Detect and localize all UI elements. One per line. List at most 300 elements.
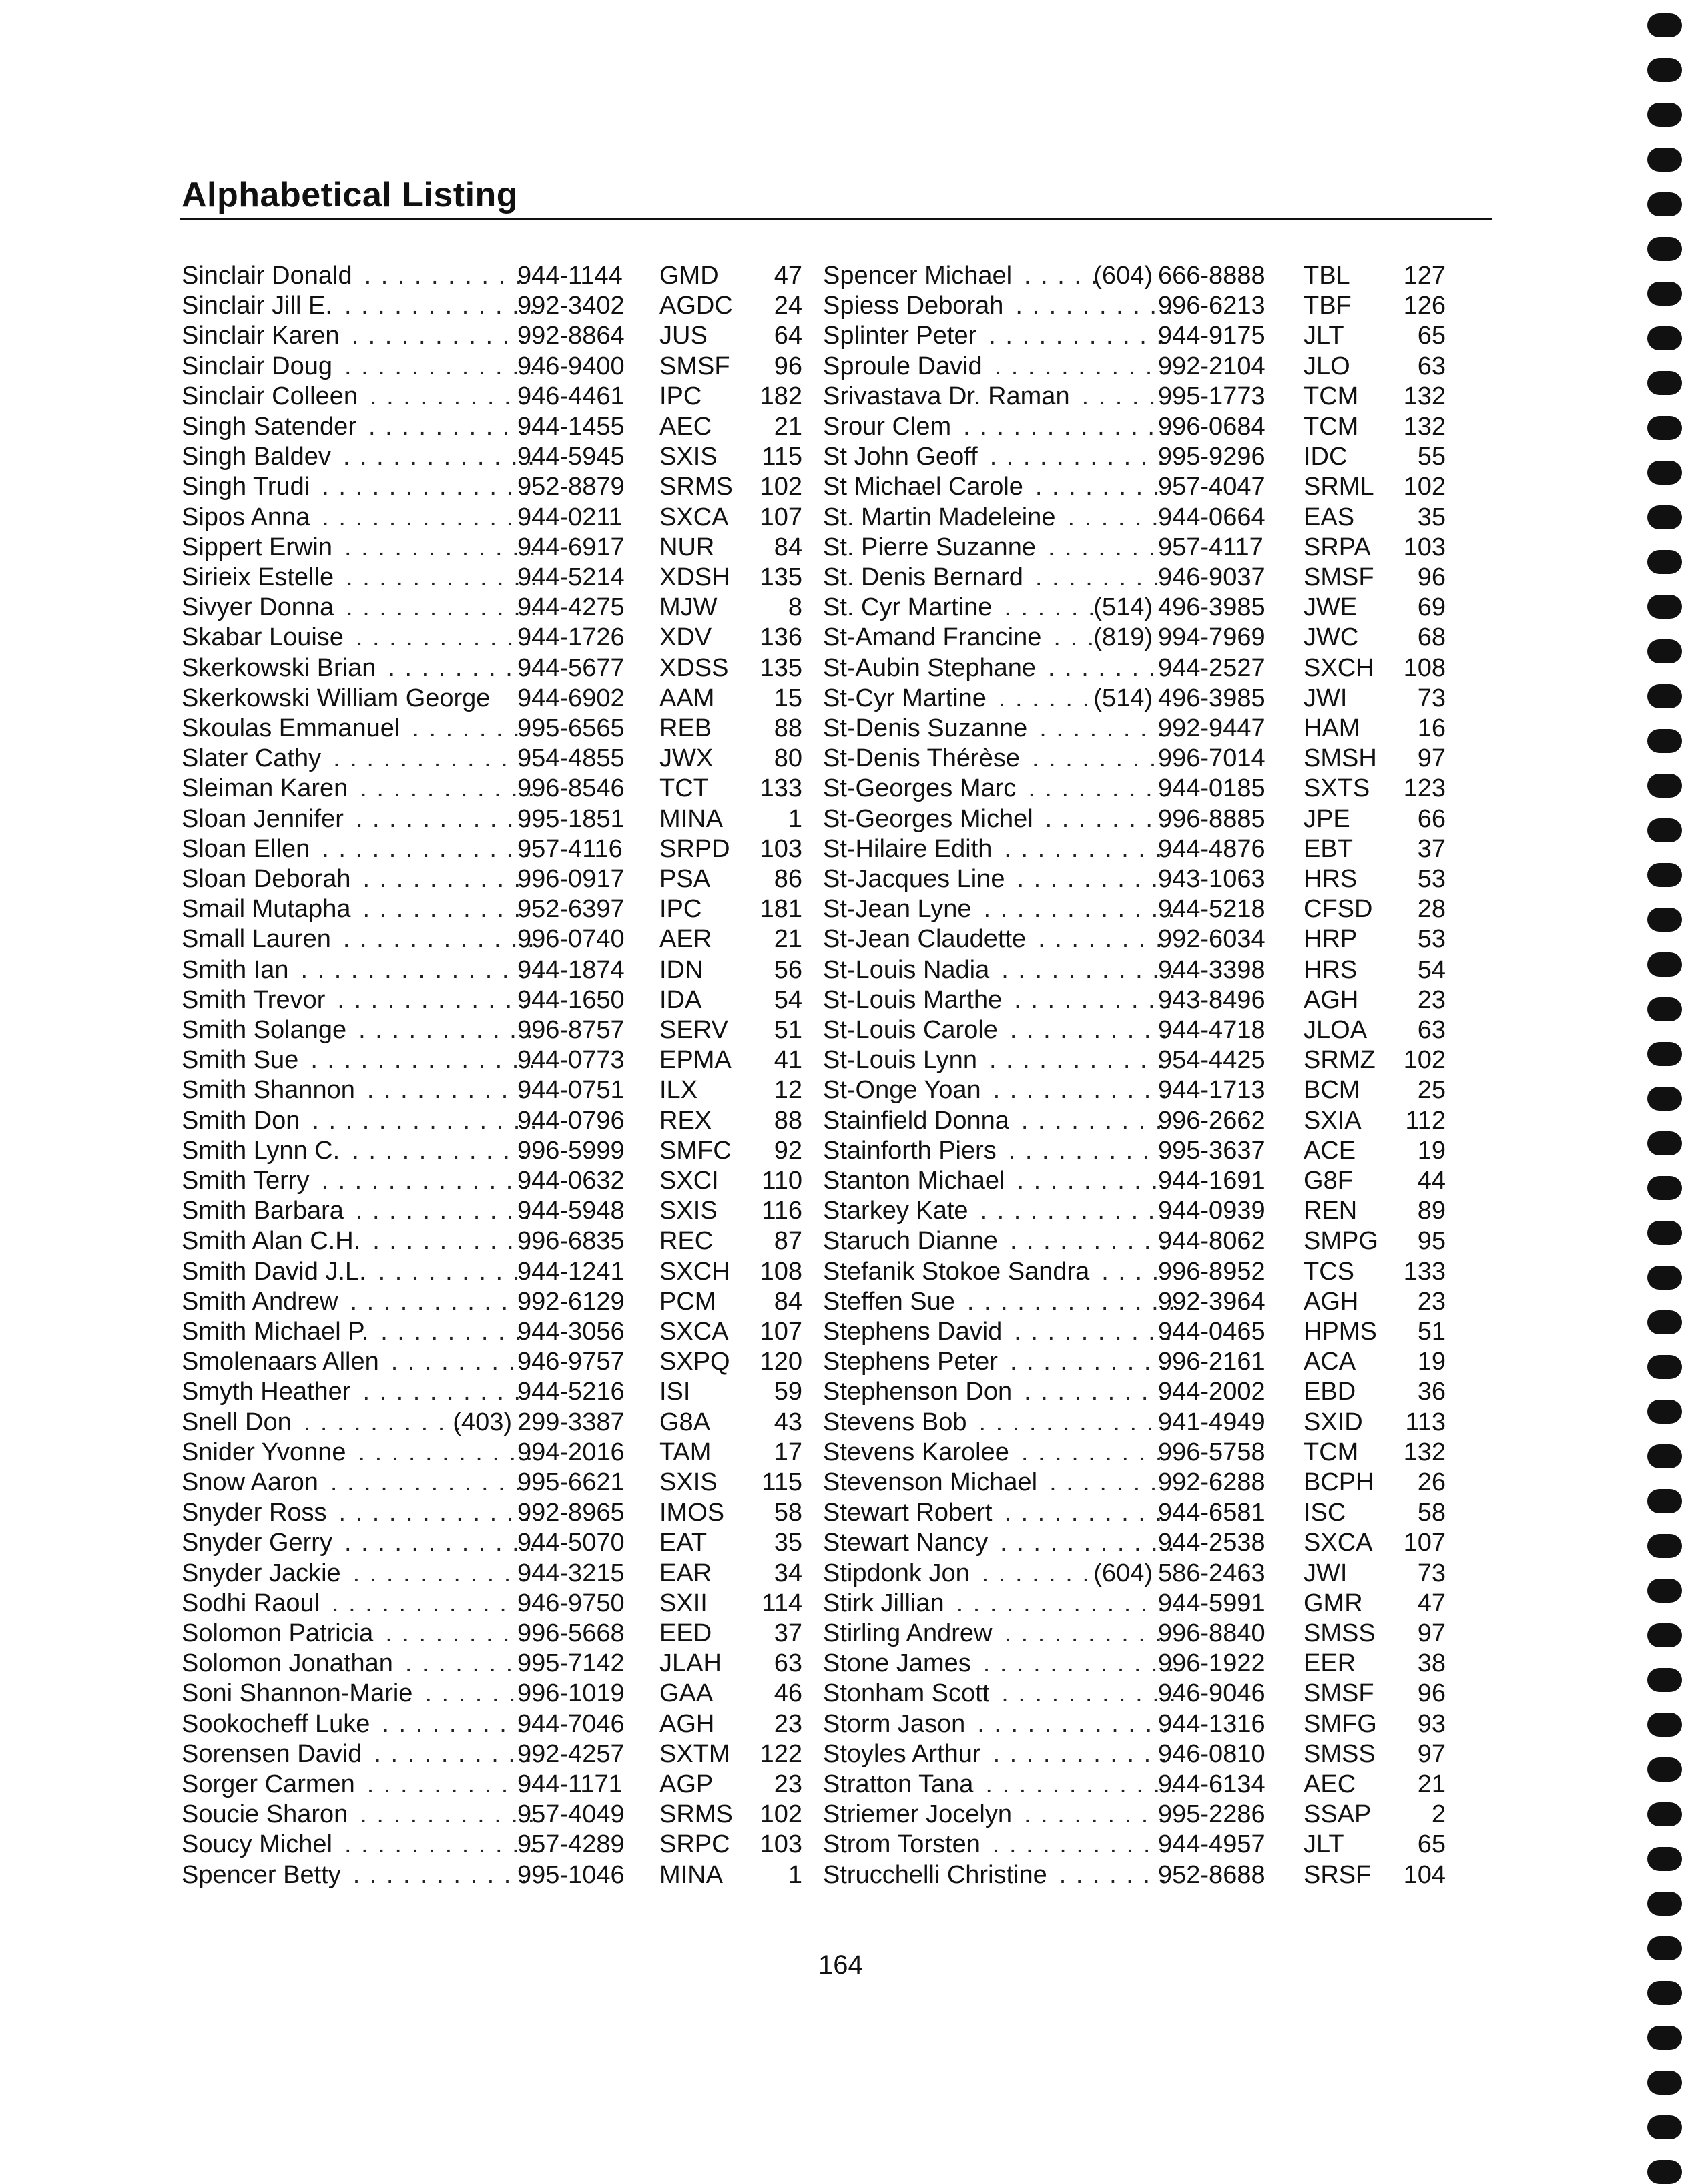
directory-entry (823, 472, 1464, 502)
entry-name: Stratton Tana (823, 1770, 974, 1798)
dot-leader: . . . . . . . . . . . . . (322, 473, 532, 501)
dot-leader: . . . . . . . (1049, 1468, 1159, 1496)
directory-entry (823, 1619, 1464, 1649)
dot-leader: . . . . . . . . . . . . (978, 1408, 1172, 1436)
binding-hole (1647, 1087, 1682, 1111)
entry-area-code: (514) (1093, 684, 1153, 712)
entry-name: St-Jacques Line (823, 865, 1005, 893)
entry-phone: 946-9037 (1158, 563, 1265, 591)
binding-hole (1647, 818, 1682, 842)
entry-dept-code: HRP (1304, 925, 1358, 954)
entry-name: Sloan Jennifer (182, 804, 344, 833)
binding-hole (1647, 774, 1682, 798)
entry-phone: 995-2286 (1158, 1800, 1265, 1829)
entry-dept-code: SXPQ (659, 1348, 730, 1376)
dot-leader: . . . . . . . . . . . . . (321, 1167, 531, 1195)
entry-name: Sinclair Donald (182, 262, 352, 290)
entry-building-number: 25 (1417, 1076, 1446, 1105)
directory-entry (823, 834, 1464, 864)
dot-leader: . . . . . . . . . . . (352, 1559, 529, 1587)
dot-leader: . . . . . . . . . (385, 1619, 528, 1647)
entry-name: Stirk Jillian (823, 1589, 944, 1617)
dot-leader: . . . . . . . . . . . (358, 1016, 535, 1044)
entry-phone: 944-4718 (1158, 1016, 1265, 1044)
entry-phone: 944-0185 (1158, 774, 1265, 803)
entry-building-number: 65 (1417, 1830, 1446, 1859)
entry-building-number: 123 (1403, 774, 1446, 803)
entry-name: St-Georges Marc (823, 774, 1017, 803)
dot-leader: . . . . . . . . . . (372, 1227, 532, 1256)
entry-dept-code: SXTM (659, 1739, 730, 1768)
directory-entry (823, 955, 1464, 985)
directory-entry (823, 774, 1464, 804)
entry-building-number: 1 (788, 1860, 802, 1889)
entry-phone: 996-8885 (1158, 804, 1265, 833)
dot-leader: . . . . . . (1067, 503, 1160, 531)
entry-name: St-Amand Francine (823, 623, 1042, 652)
dot-leader: . . . . . . . . . . (374, 1739, 533, 1768)
entry-dept-code: EBD (1304, 1378, 1356, 1406)
dot-leader: . . . . . . . . . . . . . (330, 1468, 540, 1496)
entry-phone: 996-8757 (517, 1016, 625, 1044)
dot-leader: . . . . . . . . . . . . (344, 533, 537, 561)
entry-dept-code: JLO (1304, 352, 1350, 380)
dot-leader: . . . . . . . . . . (362, 895, 523, 924)
entry-phone: 944-3215 (517, 1559, 625, 1587)
directory-entry (182, 1679, 822, 1709)
entry-dept-code: SMFC (659, 1136, 732, 1165)
entry-building-number: 182 (760, 382, 802, 411)
entry-name: Srour Clem (823, 413, 952, 441)
dot-leader: . . . . . . . (1048, 653, 1157, 682)
directory-entry (823, 1196, 1464, 1226)
entry-building-number: 1 (788, 804, 802, 833)
entry-name: St-Louis Carole (823, 1016, 998, 1044)
entry-name: Skoulas Emmanuel (182, 714, 400, 742)
binding-hole (1647, 1176, 1682, 1200)
entry-phone: 944-5216 (517, 1378, 625, 1406)
directory-entry (823, 1106, 1464, 1136)
entry-name: Sorensen David (182, 1739, 362, 1768)
dot-leader: . . . . . . . . . (388, 653, 531, 682)
directory-entry (182, 653, 822, 684)
entry-building-number: 108 (1403, 653, 1446, 682)
directory-entry (182, 1438, 822, 1468)
entry-phone: 944-6902 (517, 684, 625, 712)
entry-name: St John Geoff (823, 443, 978, 471)
entry-dept-code: SXIS (659, 1197, 718, 1225)
directory-entry (182, 623, 822, 653)
dot-leader: . . . . . . . . . . (370, 382, 529, 411)
entry-building-number: 104 (1403, 1860, 1446, 1889)
entry-building-number: 64 (774, 322, 802, 350)
entry-phone: 995-1046 (517, 1860, 625, 1889)
entry-name: St-Denis Suzanne (823, 714, 1028, 742)
entry-dept-code: MINA (659, 1860, 723, 1889)
entry-dept-code: BCPH (1304, 1468, 1374, 1496)
entry-building-number: 54 (1417, 955, 1446, 984)
dot-leader: . . . . . . . . . . . . (346, 563, 539, 591)
binding-hole (1647, 1400, 1682, 1424)
directory-entry (823, 1860, 1464, 1890)
directory-entry (823, 924, 1464, 954)
entry-dept-code: SMPG (1304, 1227, 1378, 1256)
dot-leader: . . . . . . . . . (1023, 1800, 1167, 1829)
entry-phone: 944-2002 (1158, 1378, 1265, 1406)
entry-building-number: 53 (1417, 865, 1446, 893)
entry-name: Splinter Peter (823, 322, 977, 350)
entry-building-number: 55 (1417, 443, 1446, 471)
entry-phone: 944-9175 (1158, 322, 1265, 350)
dot-leader: . . . . . . . . . . (1004, 1619, 1164, 1647)
entry-building-number: 127 (1403, 262, 1446, 290)
directory-entry (182, 1830, 822, 1860)
entry-building-number: 93 (1417, 1709, 1446, 1738)
entry-dept-code: REN (1304, 1197, 1358, 1225)
entry-phone: 995-6621 (517, 1468, 625, 1496)
entry-building-number: 34 (774, 1559, 802, 1587)
entry-building-number: 102 (760, 473, 802, 501)
directory-entry (823, 985, 1464, 1015)
entry-building-number: 41 (774, 1046, 802, 1075)
dot-leader: . . . . . . . . . . . . (337, 985, 531, 1014)
entry-phone: 992-3402 (517, 292, 625, 320)
dot-leader: . . . . . . . . . . . . (338, 1498, 532, 1527)
entry-dept-code: IDC (1304, 443, 1348, 471)
entry-dept-code: REX (659, 1106, 712, 1135)
entry-name: Stanton Michael (823, 1167, 1005, 1195)
entry-building-number: 107 (760, 503, 802, 531)
binding-hole (1647, 1668, 1682, 1692)
binding-hole (1647, 505, 1682, 529)
entry-building-number: 102 (760, 1800, 802, 1829)
entry-dept-code: TBF (1304, 292, 1352, 320)
entry-building-number: 21 (1417, 1770, 1446, 1798)
binding-hole (1647, 952, 1682, 977)
dot-leader: . . . . . . . . . (378, 1257, 521, 1286)
dot-leader: . . . . . . . . . . . (989, 443, 1166, 471)
entry-dept-code: EAR (659, 1559, 712, 1587)
entry-dept-code: PCM (659, 1287, 716, 1316)
directory-entry (182, 834, 822, 864)
entry-phone: 944-1713 (1158, 1076, 1265, 1105)
binding-hole (1647, 1534, 1682, 1558)
entry-phone: 957-4289 (517, 1830, 625, 1859)
entry-dept-code: AEC (1304, 1770, 1356, 1798)
dot-leader: . . . . . . . . . . (362, 1378, 523, 1406)
entry-phone: 946-9750 (517, 1589, 625, 1617)
directory-entry (182, 924, 822, 954)
entry-dept-code: TCT (659, 774, 709, 803)
entry-phone: 944-4957 (1158, 1830, 1265, 1859)
dot-leader: . . . . . . . . . . (1008, 1136, 1168, 1165)
directory-entry (823, 1257, 1464, 1287)
entry-phone: 952-6397 (517, 895, 625, 924)
entry-phone: 954-4855 (517, 744, 625, 773)
entry-building-number: 47 (774, 262, 802, 290)
entry-phone: 996-6835 (517, 1227, 625, 1256)
dot-leader: . . . . . . . . . . . . (980, 1197, 1173, 1225)
entry-building-number: 26 (1417, 1468, 1446, 1496)
binding-hole (1647, 1892, 1682, 1916)
entry-building-number: 103 (760, 834, 802, 863)
binding-hole (1647, 684, 1682, 708)
page-number: 164 (818, 1950, 863, 1980)
directory-entry (823, 503, 1464, 533)
entry-dept-code: TCM (1304, 1438, 1359, 1466)
entry-phone: 946-4461 (517, 382, 625, 411)
dot-leader: . . . . . . . . (1039, 714, 1165, 742)
entry-name: St-Jean Lyne (823, 895, 972, 924)
entry-building-number: 102 (1403, 473, 1446, 501)
binding-hole (1647, 192, 1682, 216)
dot-leader: . . . . . . . . . . . (351, 322, 528, 350)
entry-name: Sloan Ellen (182, 834, 310, 863)
entry-dept-code: SMFG (1304, 1709, 1377, 1738)
entry-phone: 944-0664 (1158, 503, 1265, 531)
entry-dept-code: PSA (659, 865, 711, 893)
directory-entry (182, 1589, 822, 1619)
entry-building-number: 23 (774, 1709, 802, 1738)
directory-entry (182, 1498, 822, 1528)
entry-building-number: 12 (774, 1076, 802, 1105)
entry-phone: 996-1922 (1158, 1649, 1265, 1678)
entry-dept-code: SXCH (659, 1257, 730, 1286)
binding-hole (1647, 1936, 1682, 1960)
entry-name: Skerkowski William George (182, 684, 491, 712)
entry-phone: 944-6581 (1158, 1498, 1265, 1527)
entry-name: Solomon Jonathan (182, 1649, 393, 1678)
entry-building-number: 97 (1417, 1619, 1446, 1647)
entry-name: Singh Satender (182, 413, 356, 441)
directory-entry (823, 593, 1464, 623)
entry-name: Solomon Patricia (182, 1619, 374, 1647)
directory-entry (823, 1287, 1464, 1317)
binding-hole (1647, 1355, 1682, 1379)
entry-phone: 666-8888 (1158, 262, 1265, 290)
dot-leader: . . . . . . . . . . . . (342, 443, 536, 471)
entry-phone: 944-5945 (517, 443, 625, 471)
entry-name: St. Martin Madeleine (823, 503, 1056, 531)
entry-phone: 944-6134 (1158, 1770, 1265, 1798)
entry-dept-code: NUR (659, 533, 715, 561)
dot-leader: . . . . . . . . . . . (993, 1076, 1169, 1105)
entry-phone: 941-4949 (1158, 1408, 1265, 1436)
entry-phone: 992-2104 (1158, 352, 1265, 380)
directory-entry (182, 352, 822, 382)
entry-dept-code: JWE (1304, 593, 1358, 622)
binding-hole (1647, 1623, 1682, 1647)
entry-building-number: 63 (1417, 1016, 1446, 1044)
entry-area-code: (604) (1093, 262, 1153, 290)
directory-entry (823, 412, 1464, 442)
entry-phone: 992-8965 (517, 1498, 625, 1527)
dot-leader: . . . . . . . . . . . . (977, 1709, 1171, 1738)
directory-entry (182, 1045, 822, 1075)
dot-leader: . . . . . . . . . . (366, 1770, 527, 1798)
dot-leader: . . . . . . . . . . . . . (966, 1287, 1177, 1316)
entry-dept-code: XDSH (659, 563, 730, 591)
entry-dept-code: TCS (1304, 1257, 1354, 1286)
directory-entry (823, 714, 1464, 744)
entry-name: Sodhi Raoul (182, 1589, 320, 1617)
binding-hole (1647, 148, 1682, 172)
binding-hole (1647, 639, 1682, 663)
entry-phone: 946-9757 (517, 1348, 625, 1376)
dot-leader: . . . . . . . . . . . (350, 1287, 527, 1316)
entry-phone: 944-5991 (1158, 1589, 1265, 1617)
entry-dept-code: ISC (1304, 1498, 1346, 1527)
entry-name: St. Pierre Suzanne (823, 533, 1036, 561)
entry-dept-code: SXCH (1304, 653, 1374, 682)
dot-leader: . . . . . . . . . (380, 1318, 523, 1346)
entry-building-number: 86 (774, 865, 802, 893)
entry-building-number: 107 (760, 1318, 802, 1346)
entry-building-number: 58 (1417, 1498, 1446, 1527)
entry-dept-code: JWX (659, 744, 714, 773)
directory-entry (823, 1015, 1464, 1045)
entry-dept-code: EED (659, 1619, 712, 1647)
entry-dept-code: XDSS (659, 653, 729, 682)
entry-name: Sivyer Donna (182, 593, 334, 622)
entry-name: Skerkowski Brian (182, 653, 376, 682)
directory-entry (823, 1226, 1464, 1256)
entry-dept-code: SRPC (659, 1830, 730, 1859)
dot-leader: . . . . . . . . . . (1014, 985, 1173, 1014)
entry-phone: 944-0796 (517, 1106, 625, 1135)
entry-building-number: 73 (1417, 684, 1446, 712)
directory-entry (823, 1769, 1464, 1800)
directory-entry (182, 1709, 822, 1739)
entry-dept-code: GMR (1304, 1589, 1363, 1617)
entry-name: Smith Solange (182, 1016, 347, 1044)
entry-dept-code: SRMS (659, 1800, 733, 1829)
entry-building-number: 59 (774, 1378, 802, 1406)
entry-name: Stefanik Stokoe Sandra (823, 1257, 1090, 1286)
entry-building-number: 181 (760, 895, 802, 924)
directory-entry (182, 1528, 822, 1558)
dot-leader: . . . . . (1081, 382, 1157, 411)
entry-phone: 996-0684 (1158, 413, 1265, 441)
entry-phone: 944-1726 (517, 623, 625, 652)
directory-entry (823, 623, 1464, 653)
entry-name: Soni Shannon-Marie (182, 1679, 413, 1708)
entry-building-number: 120 (760, 1348, 802, 1376)
entry-dept-code: JLT (1304, 322, 1344, 350)
entry-building-number: 43 (774, 1408, 802, 1436)
dot-leader: . . . . . . . . . . . . . (322, 834, 532, 863)
dot-leader: . . . . . . . . . . . . (333, 744, 526, 773)
entry-name: Smith Sue (182, 1046, 299, 1075)
binding-hole (1647, 1757, 1682, 1782)
dot-leader: . . . . . . . . . . . (989, 1046, 1165, 1075)
entry-phone: 944-6917 (517, 533, 625, 561)
directory-entry (823, 321, 1464, 351)
entry-phone: 944-5214 (517, 563, 625, 591)
entry-phone: 944-2527 (1158, 653, 1265, 682)
entry-name: Stewart Robert (823, 1498, 993, 1527)
entry-name: Smith Don (182, 1106, 300, 1135)
directory-entry (823, 1528, 1464, 1558)
entry-dept-code: SRMS (659, 473, 733, 501)
binding-hole (1647, 2071, 1682, 2095)
directory-entry (182, 1226, 822, 1256)
entry-name: Smith Ian (182, 955, 289, 984)
entry-building-number: 35 (1417, 503, 1446, 531)
entry-dept-code: SSAP (1304, 1800, 1372, 1829)
directory-entry (823, 1679, 1464, 1709)
entry-dept-code: SMSF (1304, 563, 1374, 591)
entry-building-number: 92 (774, 1136, 802, 1165)
directory-entry (823, 291, 1464, 321)
directory-entry (182, 1075, 822, 1105)
dot-leader: . . . . . . . . . (1028, 774, 1171, 803)
dot-leader: . . . . . . . . . (1021, 1106, 1164, 1135)
dot-leader: . . . . . . . . . . (364, 262, 524, 290)
entry-phone: 946-0810 (1158, 1739, 1265, 1768)
dot-leader: . . . . . . . . . . . . (983, 895, 1177, 924)
dot-leader: . . . . . . . . . (1021, 1438, 1164, 1466)
entry-building-number: 21 (774, 925, 802, 954)
binding-hole (1647, 1131, 1682, 1155)
dot-leader: . . . . . . . . . . . . (346, 593, 539, 622)
dot-leader: . . . . . . . . . . . . . (963, 413, 1173, 441)
entry-phone: 944-0751 (517, 1076, 625, 1105)
directory-entry (823, 261, 1464, 291)
entry-building-number: 132 (1403, 1438, 1446, 1466)
directory-entry (182, 804, 822, 834)
dot-leader: . . . . . . . . . . . (358, 1438, 535, 1466)
entry-phone: 944-5218 (1158, 895, 1265, 924)
entry-name: Sippert Erwin (182, 533, 332, 561)
directory-entry (823, 1347, 1464, 1377)
entry-dept-code: SRPD (659, 834, 730, 863)
dot-leader: . . . . . . . (1047, 533, 1157, 561)
binding-hole (1647, 282, 1682, 306)
entry-dept-code: SERV (659, 1016, 728, 1044)
dot-leader: . . . . . . . . . . . (1001, 1679, 1177, 1708)
entry-dept-code: REB (659, 714, 712, 742)
entry-dept-code: AGH (1304, 985, 1359, 1014)
entry-dept-code: SMSS (1304, 1619, 1376, 1647)
entry-dept-code: IPC (659, 895, 702, 924)
entry-dept-code: EBT (1304, 834, 1353, 863)
entry-name: Sorger Carmen (182, 1770, 355, 1798)
directory-entry (823, 1317, 1464, 1347)
entry-dept-code: SXCI (659, 1167, 719, 1195)
entry-dept-code: JWC (1304, 623, 1359, 652)
directory-entry (182, 1860, 822, 1890)
entry-dept-code: JWI (1304, 1559, 1348, 1587)
entry-phone: 944-5948 (517, 1197, 625, 1225)
dot-leader: . . . . . . . (981, 1559, 1091, 1587)
directory-entry (182, 1769, 822, 1800)
directory-entry (182, 1015, 822, 1045)
entry-dept-code: SRPA (1304, 533, 1371, 561)
entry-building-number: 110 (762, 1167, 802, 1195)
binding-hole (1647, 237, 1682, 261)
entry-phone: 992-6288 (1158, 1468, 1265, 1496)
directory-entry (823, 684, 1464, 714)
entry-dept-code: GAA (659, 1679, 714, 1708)
entry-dept-code: HRS (1304, 865, 1358, 893)
binding-hole (1647, 595, 1682, 619)
entry-name: Sinclair Jill E. (182, 292, 332, 320)
entry-phone: 992-4257 (517, 1739, 625, 1768)
entry-building-number: 24 (774, 292, 802, 320)
entry-building-number: 51 (1417, 1318, 1446, 1346)
entry-dept-code: EER (1304, 1649, 1356, 1678)
